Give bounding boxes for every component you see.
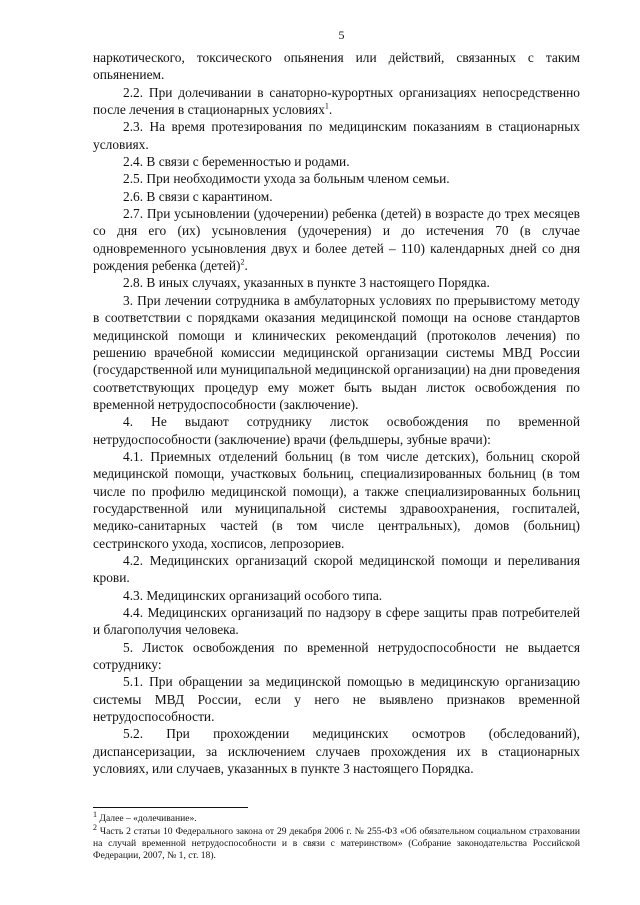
paragraph: 4. Не выдают сотруднику листок освобождения по временной нетрудоспособности (заключение) врачи (фельдшеры, зубные врачи): bbox=[93, 414, 580, 447]
paragraph: 2.5. При необходимости ухода за больным членом семьи. bbox=[123, 171, 450, 187]
footnote-mark: 1 bbox=[93, 810, 97, 820]
paragraph: 5.1. При обращении за медицинской помощью в медицинскую организацию системы МВД России, если у него не выявлено признаков временной нетрудоспособности. bbox=[93, 674, 580, 725]
footnote-divider bbox=[93, 807, 248, 808]
paragraph: 2.8. В иных случаях, указанных в пункте 3 настоящего Порядка. bbox=[123, 275, 490, 291]
page-number: 5 bbox=[338, 28, 345, 42]
paragraph: 2.6. В связи с карантином. bbox=[123, 188, 273, 204]
paragraph: 3. При лечении сотрудника в амбулаторных условиях по прерывистому методу в соответствии с порядками оказания медицинской помощи на основе стандартов медицинской помощи и клинических рекомендаций (протоколов лечения) по решению врачебной комиссии медицинской организации системы МВД России (государственной или муниципальной медицинской организации) на дни проведения соответствующих процедур ему может быть выдан листок освобождения по временной нетрудоспособности (заключение). bbox=[93, 292, 580, 412]
paragraph: 4.1. Приемных отделений больниц (в том числе детских), больниц скорой медицинской помощи, участковых больниц, специализированных больниц (в том числе по профилю медицинской помощи), а также специализированных больниц государственной или муниципальной системы здравоохранения, госпиталей, медико-санитарных частей (в том числе центральных), домов (больниц) сестринского ухода, хосписов, лепрозориев. bbox=[93, 448, 580, 551]
footnote-ref: 2 bbox=[240, 257, 245, 267]
paragraph: 2.2. При долечивании в санаторно-курортных организациях непосредственно после лечения в стационарных условиях$^1$. bbox=[93, 84, 580, 118]
footnotes bbox=[93, 810, 580, 861]
footnote: $^2$ Часть 2 статьи 10 Федерального закона от 29 декабря 2006 г. № 255-ФЗ «Об обязательном социальном страховании на случай временной нетрудоспособности и в связи с материнством» (Собрание законодательства Российской Федерации, 2007, № 1, ст. 18). bbox=[93, 822, 580, 861]
body-text bbox=[93, 49, 580, 777]
footnote-ref: 1 bbox=[324, 101, 329, 111]
paragraph: 4.3. Медицинских организаций особого типа. bbox=[123, 587, 383, 603]
paragraph: 2.4. В связи с беременностью и родами. bbox=[123, 154, 350, 170]
paragraph: наркотического, токсического опьянения или действий, связанных с таким опьянением. bbox=[93, 50, 580, 83]
footnote: $^1$ Далее – «долечивание». bbox=[93, 810, 197, 825]
paragraph: 5.2. При прохождении медицинских осмотров (обследований), диспансеризации, за исключением случаев прохождения их в стационарных условиях, или случаев, указанных в пункте 3 настоящего Порядка. bbox=[93, 726, 580, 777]
paragraph: 4.4. Медицинских организаций по надзору в сфере защиты прав потребителей и благополучия человека. bbox=[93, 605, 580, 638]
paragraph: 2.7. При усыновлении (удочерении) ребенка (детей) в возрасте до трех месяцев со дня его (их) усыновления (удочерения) и до истечения 70 (в случае одновременного усыновления двух и более детей – 110) календарных дней со дня рождения ребенка (детей)$^2$. bbox=[93, 206, 580, 274]
paragraph: 5. Листок освобождения по временной нетрудоспособности не выдается сотруднику: bbox=[93, 639, 580, 673]
paragraph: 4.2. Медицинских организаций скорой медицинской помощи и переливания крови. bbox=[93, 552, 580, 586]
paragraph: 2.3. На время протезирования по медицинским показаниям в стационарных условиях. bbox=[93, 119, 580, 152]
footnote-mark: 2 bbox=[93, 822, 97, 832]
